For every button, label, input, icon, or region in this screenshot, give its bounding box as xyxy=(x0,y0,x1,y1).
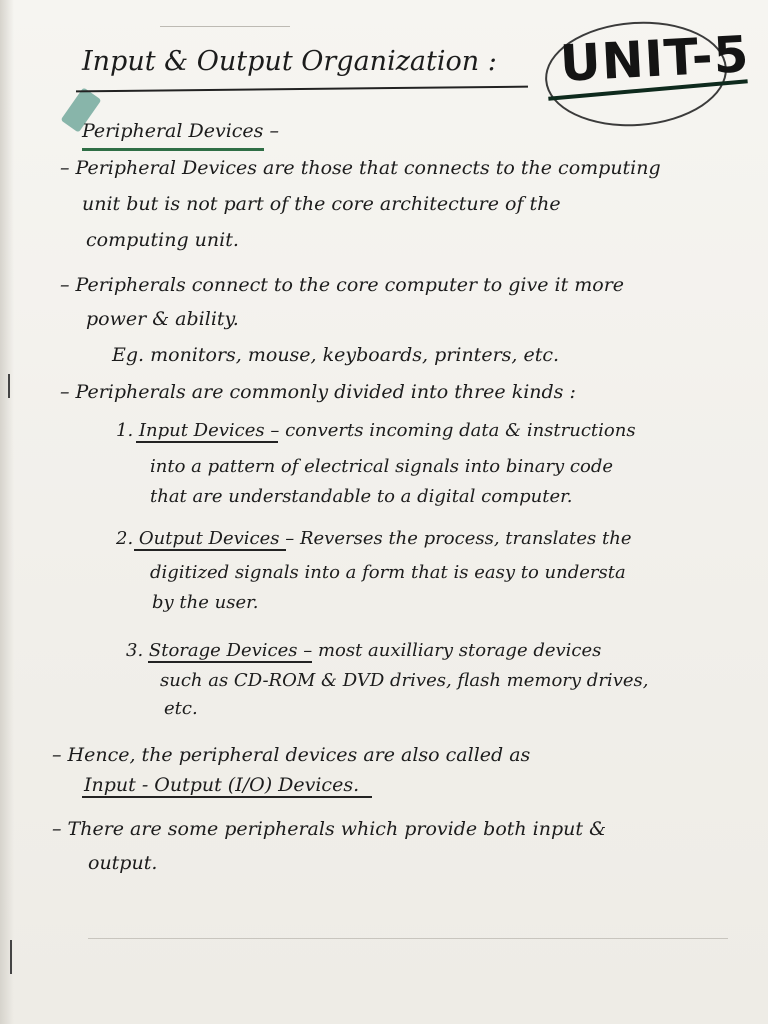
unit-label: UNIT-5 xyxy=(558,25,751,93)
note-line: 1. Input Devices – converts incoming data & instructions xyxy=(116,420,636,441)
title-underline xyxy=(76,86,528,93)
note-line: 3. Storage Devices – most auxilliary storage devices xyxy=(126,640,602,661)
left-margin-tick xyxy=(8,374,10,398)
note-line: that are understandable to a digital computer. xyxy=(150,486,573,507)
note-line: – Peripherals connect to the core computer to give it more xyxy=(60,274,625,296)
note-line: etc. xyxy=(164,698,198,719)
note-line: – Peripheral Devices are those that connects to the computing xyxy=(60,157,661,179)
bottom-rule-line xyxy=(88,938,728,939)
page-title: Input & Output Organization : xyxy=(82,46,497,77)
note-line: computing unit. xyxy=(86,229,239,251)
section-heading-underline xyxy=(82,148,264,151)
note-line: Eg. monitors, mouse, keyboards, printers, etc. xyxy=(112,344,560,366)
section-heading: Peripheral Devices – xyxy=(82,120,279,142)
storage-devices-underline xyxy=(148,661,312,663)
note-line: digitized signals into a form that is easy to understa xyxy=(150,562,626,583)
note-line: 2. Output Devices – Reverses the process, translates the xyxy=(116,528,632,549)
note-line: unit but is not part of the core architecture of the xyxy=(82,193,561,215)
note-line: – There are some peripherals which provide both input & xyxy=(52,818,606,840)
note-line: – Hence, the peripheral devices are also called as xyxy=(52,744,531,766)
top-rule-line xyxy=(160,26,290,27)
note-line: Input - Output (I/O) Devices. xyxy=(84,774,360,796)
note-line: output. xyxy=(88,852,158,874)
output-devices-underline xyxy=(134,549,286,551)
page-left-edge-shadow xyxy=(0,0,14,1024)
input-devices-underline xyxy=(136,441,278,443)
note-line: into a pattern of electrical signals into binary code xyxy=(150,456,614,477)
note-line: – Peripherals are commonly divided into three kinds : xyxy=(60,381,576,403)
note-line: such as CD-ROM & DVD drives, flash memory drives, xyxy=(160,670,649,691)
note-line: by the user. xyxy=(152,592,259,613)
io-devices-underline xyxy=(82,796,372,798)
note-line: power & ability. xyxy=(86,308,239,330)
left-margin-tick xyxy=(10,940,12,974)
